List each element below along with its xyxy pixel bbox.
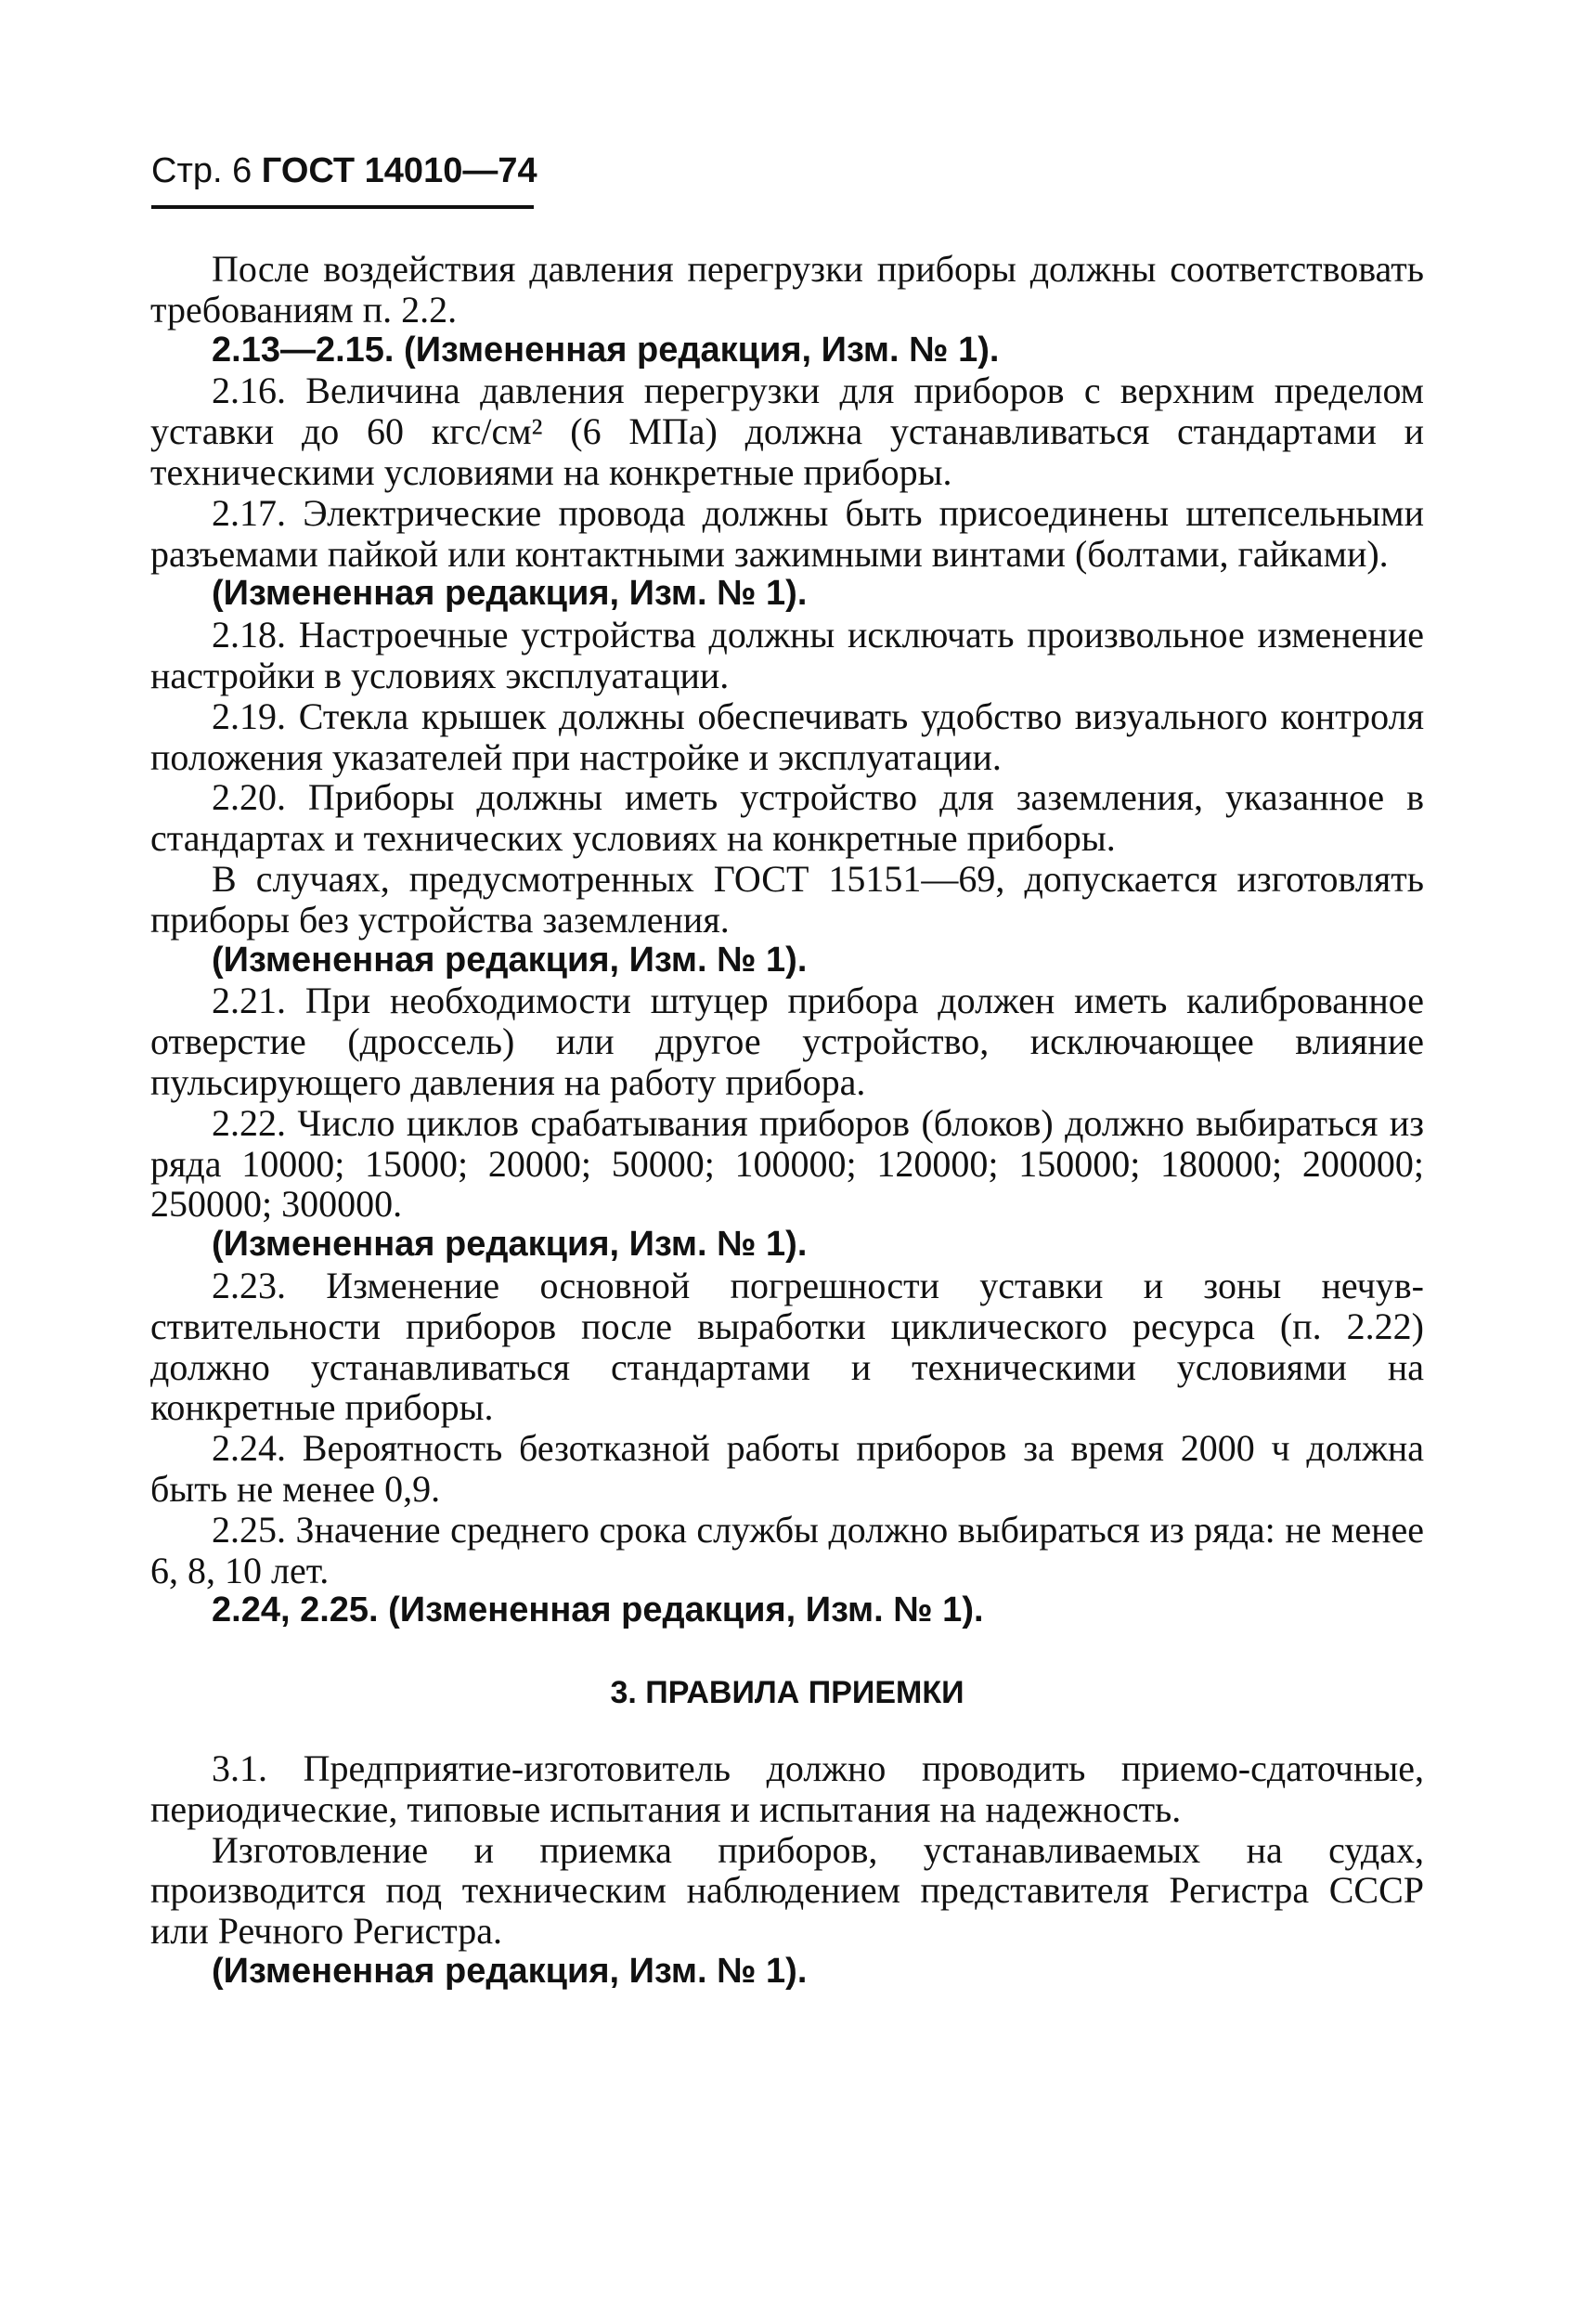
paragraph: 2.18. Настроечные устройства должны исключать произвольное изменение настройки в условиях эксплуатации.	[150, 614, 1424, 696]
paragraph: В случаях, предусмотренных ГОСТ 15151—69, допускается изготовлять приборы без устройства заземления.	[150, 857, 1424, 941]
standard-number: ГОСТ 14010—74	[261, 151, 537, 190]
paragraph: 2.19. Стекла крышек должны обеспечивать удобство визуального контроля положения указателей при настройке и эксплуатации.	[150, 695, 1424, 778]
amendment-note: (Измененная редакция, Изм. № 1).	[212, 940, 808, 980]
amendment-note: 2.24, 2.25. (Измененная редакция, Изм. № 1).	[212, 1590, 984, 1630]
paragraph: После воздействия давления перегрузки приборы должны соответствовать требованиям п. 2.2.	[150, 248, 1424, 331]
paragraph: 2.23. Изменение основной погрешности уставки и зоны нечувствительности приборов после выработки циклического ресурса (п. 2.22) должно устанавливаться стандартами и техническими условиями на конкретные приборы.	[150, 1264, 1424, 1429]
paragraph: 2.22. Число циклов срабатывания приборов (блоков) должно выбираться из ряда 10000; 15000; 20000; 50000; 100000; 120000; 150000; 180000; 200000; 250000; 300000.	[150, 1101, 1424, 1226]
amendment-note: (Измененная редакция, Изм. № 1).	[212, 1225, 808, 1265]
paragraph: Изготовление и приемка приборов, устанавливаемых на судах, производится под техническим наблюдением представителя Регистра СССР или Речного Регистра.	[150, 1828, 1424, 1953]
page-number: Стр. 6	[151, 151, 252, 190]
amendment-note: 2.13—2.15. (Измененная редакция, Изм. № 1).	[212, 330, 1000, 370]
section-title: 3. ПРАВИЛА ПРИЕМКИ	[610, 1675, 964, 1711]
paragraph: 2.17. Электрические провода должны быть присоединены штепсельными разъемами пайкой или контактными зажимными винтами (болтами, гайками).	[150, 491, 1424, 575]
header-rule	[151, 205, 534, 209]
paragraph: 2.24. Вероятность безотказной работы приборов за время 2000 ч должна быть не менее 0,9.	[150, 1427, 1424, 1510]
amendment-note: (Измененная редакция, Изм. № 1).	[212, 1952, 808, 1992]
paragraph: 2.20. Приборы должны иметь устройство для заземления, указанное в стандартах и технических условиях на конкретные приборы.	[150, 776, 1424, 860]
paragraph: 3.1. Предприятие-изготовитель должно проводить приемо-сдаточные, периодические, типовые испытания и испытания на надежность.	[150, 1747, 1424, 1830]
paragraph: 2.16. Величина давления перегрузки для приборов с верхним пределом уставки до 60 кгс/см² (6 МПа) должна устанавливаться стандартами и техническими условиями на конкретные приборы.	[150, 370, 1424, 493]
amendment-note: (Измененная редакция, Изм. № 1).	[212, 574, 808, 614]
document-body	[150, 249, 1424, 1993]
paragraph: 2.21. При необходимости штуцер прибора должен иметь калиброванное отверстие (дроссель) или другое устройство, исключающее влияние пульсирующего давления на работу прибора.	[150, 980, 1424, 1103]
paragraph: 2.25. Значение среднего срока службы должно выбираться из ряда: не менее 6, 8, 10 лет.	[150, 1508, 1424, 1591]
page-header	[151, 149, 537, 193]
